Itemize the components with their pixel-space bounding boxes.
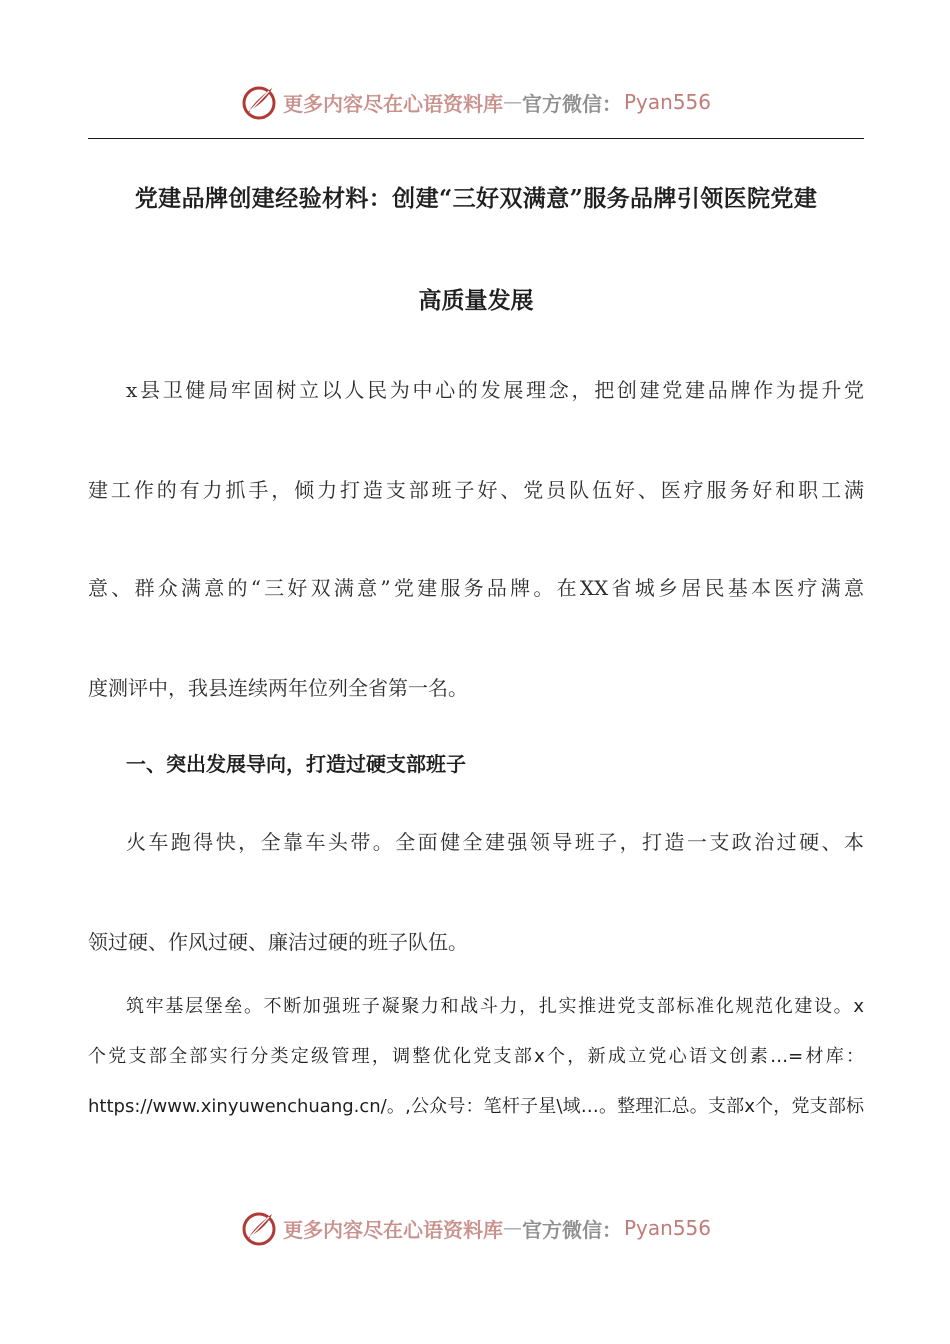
banner-separator: — (502, 91, 522, 113)
banner-slogan: 更多内容尽在心语资料库 (282, 91, 503, 116)
section1-para2-line-1: 筑牢基层堡垒。不断加强班子凝聚力和战斗力，扎实推进党支部标准化规范化建设。x (126, 996, 864, 1017)
banner-wechat-label: 官方微信： (521, 91, 622, 116)
section1-para1-line-2: 领过硬、作风过硬、廉洁过硬的班子队伍。 (88, 930, 468, 954)
quill-logo-icon (239, 82, 279, 122)
section-heading-1: 一、突出发展导向，打造过硬支部班子 (126, 752, 466, 776)
section1-para1-line-1: 火车跑得快，全靠车头带。全面健全建强领导班子，打造一支政治过硬、本 (126, 830, 864, 854)
intro-line-3: 意、群众满意的“三好双满意”党建服务品牌。在XX省城乡居民基本医疗满意 (88, 576, 864, 600)
intro-line-4: 度测评中，我县连续两年位列全省第一名。 (88, 676, 468, 700)
footer-wechat-id: Pyan556 (623, 1216, 711, 1240)
footer-wechat-label: 官方微信： (521, 1217, 622, 1242)
footer-separator: — (502, 1217, 522, 1239)
intro-line-1: x县卫健局牢固树立以人民为中心的发展理念，把创建党建品牌作为提升党 (126, 378, 864, 402)
quill-logo-icon (239, 1208, 279, 1248)
section1-para2-line-3: https://www.xinyuwenchuang.cn/。,公众号：笔杆子星\域…。整理汇总。支部x个，党支部标 (88, 1096, 864, 1117)
banner-wechat-id: Pyan556 (623, 90, 711, 114)
intro-line-2: 建工作的有力抓手，倾力打造支部班子好、党员队伍好、医疗服务好和职工满 (88, 478, 864, 502)
document-title-line-2: 高质量发展 (418, 287, 534, 314)
section1-para2-line-2: 个党支部全部实行分类定级管理，调整优化党支部x个，新成立党心语文创素…=材库： (88, 1046, 864, 1067)
header-divider (88, 138, 864, 139)
document-title-line-1: 党建品牌创建经验材料：创建“三好双满意”服务品牌引领医院党建 (134, 185, 818, 212)
footer-slogan: 更多内容尽在心语资料库 (282, 1217, 503, 1242)
header-banner (0, 80, 950, 124)
footer-banner (0, 1206, 950, 1250)
